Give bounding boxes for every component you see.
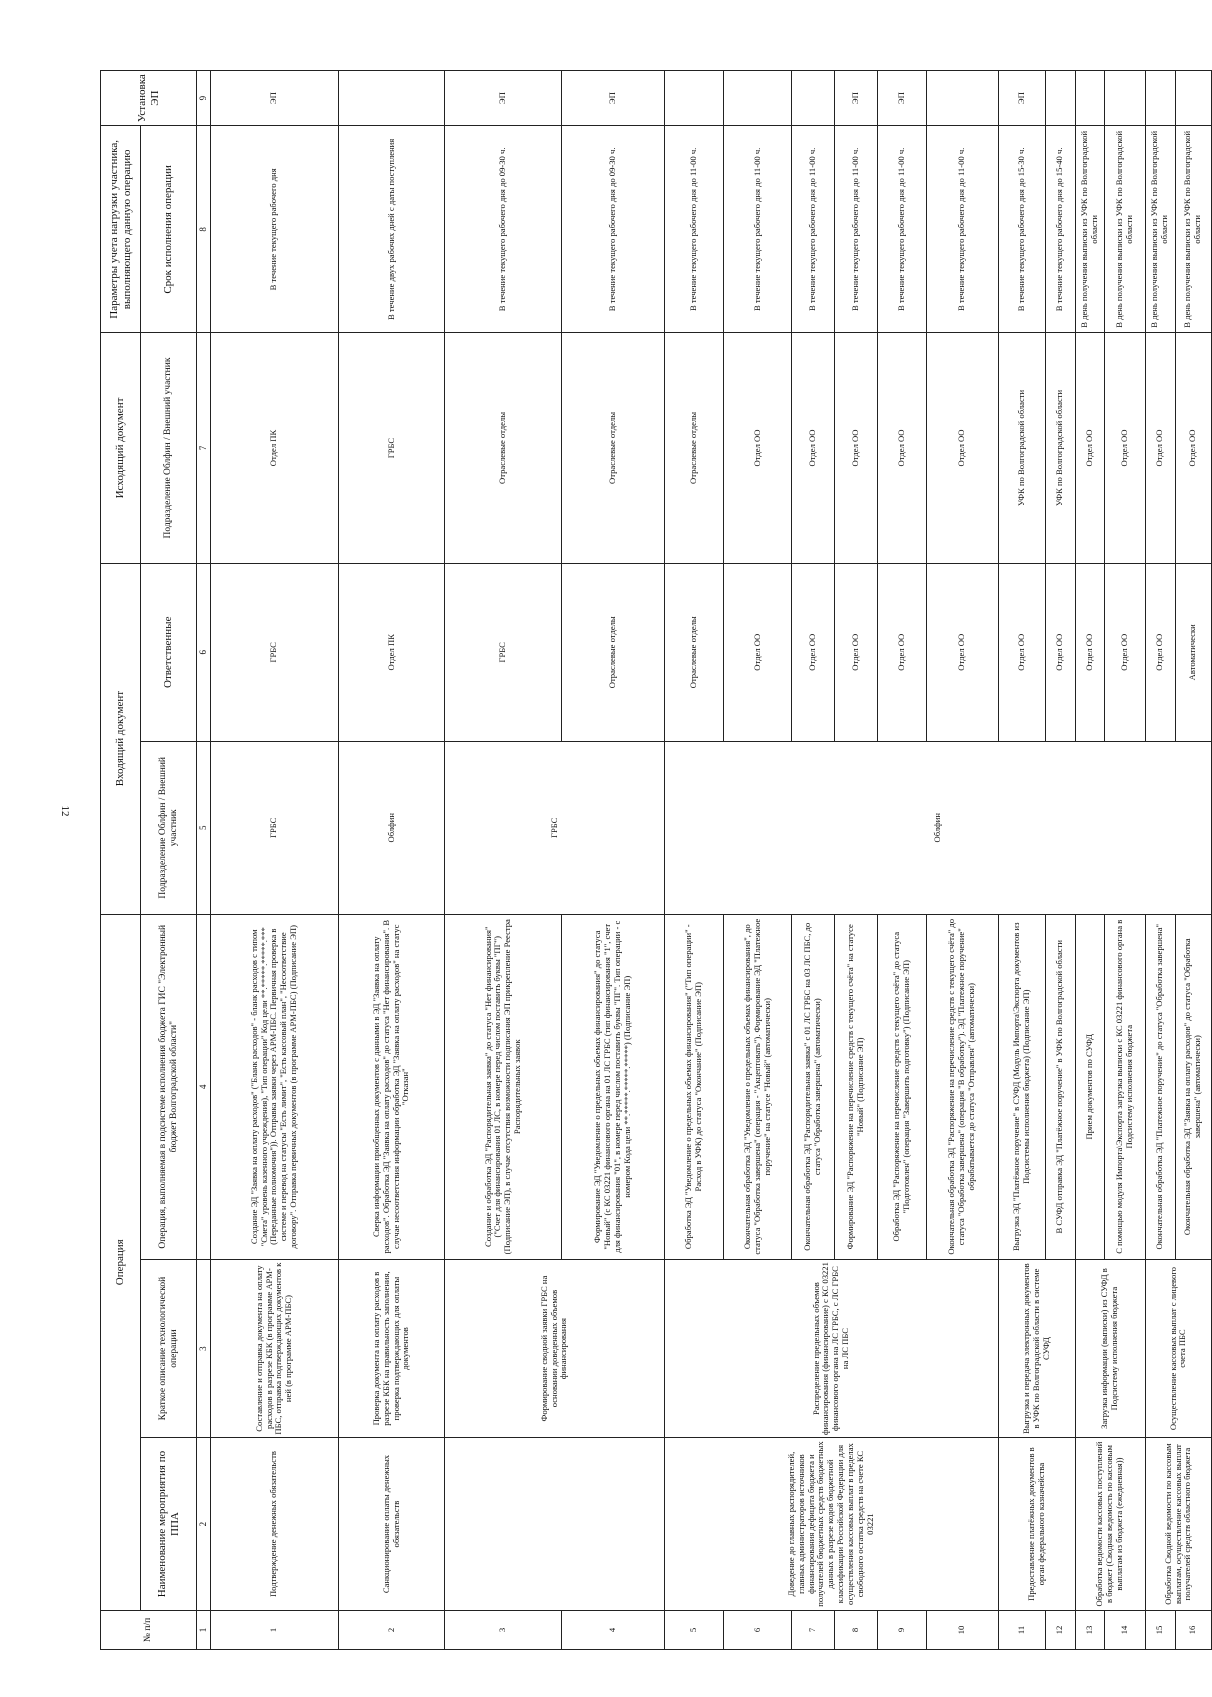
header-term: Срок исполнения операции <box>141 126 197 333</box>
responsible-cell: Отдел ПК <box>338 563 444 741</box>
page-number: 12 <box>59 805 71 817</box>
event-name-cell <box>445 1438 664 1611</box>
column-number: 2 <box>197 1438 211 1611</box>
column-number-row <box>197 71 211 1650</box>
event-name-cell: Обработка ведомости кассовых поступлений в бюджет (Сводная ведомость по кассовым выплатам из бюджета (ежедневная)) <box>1075 1438 1145 1611</box>
row-number: 13 <box>1075 1610 1105 1649</box>
signature-cell <box>724 71 792 126</box>
responsible-cell: Отдел ОО <box>792 563 835 741</box>
row-number: 6 <box>724 1610 792 1649</box>
row-number: 7 <box>792 1610 835 1649</box>
subsystem-operation-cell: Окончательная обработка ЭД "Распоряжение на перечисление средств с текущего счёта" до статуса "Обработка завершена" (операция "В обработку"). ЭД "Платежное поручение" обрабатывается до статуса "Отправлен" (автоматически) <box>926 914 998 1259</box>
input-unit-cell: ГРБС <box>211 741 339 914</box>
responsible-cell: Отдел ОО <box>998 563 1045 741</box>
responsible-cell: Отдел ОО <box>926 563 998 741</box>
output-unit-cell: Отдел ОО <box>1105 333 1145 563</box>
header-group-operation: Операция <box>101 914 141 1610</box>
responsible-cell: Отдел ОО <box>724 563 792 741</box>
output-unit-cell: Отдел ОО <box>834 333 877 563</box>
description-cell: Загрузка информации (выписки) из СУФД в Подсистему исполнения бюджета <box>1075 1259 1145 1437</box>
column-number: 9 <box>197 71 211 126</box>
operations-table <box>100 70 1212 1650</box>
signature-cell <box>664 71 724 126</box>
responsible-cell: Отдел ОО <box>834 563 877 741</box>
subsystem-operation-cell: Создание ЭД "Заявка на оплату расходов" ("Бланк расходов" - бланк расходов с типом "Смета" уровень казенного учреждения), "Тип операции" Код цели **.*****.*****.*** (Переданные полномочия")). Отправка заявки через АРМ-ПБС. Первичная проверка в системе и перевод на статусы "Есть лимит", "Есть кассовый план", "Несоответствие договору". Отправка первичных документов (в программе АРМ-ПБС) (Подписание ЭП) <box>211 914 339 1259</box>
signature-cell: ЭП <box>998 71 1045 126</box>
term-cell: В течение текущего рабочего дня до 15-30 ч. <box>998 126 1045 333</box>
signature-cell <box>1075 71 1105 126</box>
output-unit-cell: Отдел ОО <box>792 333 835 563</box>
signature-cell: ЭП <box>211 71 339 126</box>
table-row <box>338 71 444 1650</box>
signature-cell <box>1175 71 1211 126</box>
signature-cell: ЭП <box>562 71 664 126</box>
table-row <box>445 71 562 1650</box>
term-cell: В течение текущего рабочего дня до 09-30 ч. <box>445 126 562 333</box>
output-unit-cell: Отдел ПК <box>211 333 339 563</box>
subsystem-operation-cell: Окончательная обработка ЭД "Заявка на оплату расходов" до статуса "Обработка завершена" (автоматически) <box>1175 914 1211 1259</box>
subsystem-operation-cell: Обработка ЭД "Уведомление о предельных объемах финансирования" ("Тип операции" - Расход в УФК) до статуса "Окончание" (Подписание ЭП) <box>664 914 724 1259</box>
output-unit-cell: Отдел ОО <box>877 333 926 563</box>
signature-cell <box>926 71 998 126</box>
subsystem-operation-cell: Сверка информации приобщенных документов с данными в ЭД "Заявка на оплату расходов". Обработка ЭД "Заявка на оплату расходов" до статуса "Нет финансирования". В случае несоответствия информации обработка ЭД "Заявка на оплату расходов" на статус "Отказан" <box>338 914 444 1259</box>
event-name-cell: Доведение до главных распорядителей, главных администраторов источников финансирования дефицита бюджета и получателей бюджетных средств бюджетных данных в разрезе кодов бюджетной классификации Российской Федерации для осуществления кассовых выплат в пределах свободного остатка средств на счете КС 03221 <box>664 1438 998 1611</box>
column-number: 6 <box>197 563 211 741</box>
term-cell: В день получения выписки из УФК по Волгоградской области <box>1105 126 1145 333</box>
term-cell: В течение текущего рабочего дня до 09-30 ч. <box>562 126 664 333</box>
output-unit-cell: Отдел ОО <box>1145 333 1175 563</box>
signature-cell: ЭП <box>834 71 877 126</box>
output-unit-cell: Отдел ОО <box>1175 333 1211 563</box>
row-number: 3 <box>445 1610 562 1649</box>
responsible-cell: Отраслевые отделы <box>562 563 664 741</box>
subsystem-operation-cell: Окончательная обработка ЭД "Распорядительная заявка" с 01 ЛС ГРБС на 03 ЛС ПБС, до статуса "Обработка завершена" (автоматически) <box>792 914 835 1259</box>
responsible-cell: ГРБС <box>445 563 562 741</box>
event-name-cell: Санкционирование оплаты денежных обязательств <box>338 1438 444 1611</box>
row-number: 16 <box>1175 1610 1211 1649</box>
responsible-cell: Отдел ОО <box>1145 563 1175 741</box>
subsystem-operation-cell: Создание и обработка ЭД "Распорядительная заявка" до статуса "Нет финансирования" ("Счет для финансирования 01 ЛС, в номере перед числом поставить буквы "ПГ") (Подписание ЭП), в случае отсутствия возможности подписания ЭП прикрепление Реестра Распорядительных заявок <box>445 914 562 1259</box>
subsystem-operation-cell: Прием документов по СУФД <box>1075 914 1105 1259</box>
header-output-unit: Подразделение Облфин / Внешний участник <box>141 333 197 563</box>
table-row <box>664 71 724 1650</box>
term-cell: В день получения выписки из УФК по Волгоградской области <box>1175 126 1211 333</box>
input-unit-cell: Облфин <box>664 741 1211 914</box>
signature-cell <box>338 71 444 126</box>
output-unit-cell: УФК по Волгоградской области <box>1045 333 1075 563</box>
description-cell: Проверка документа на оплату расходов в разрезе КБК на правильность заполнения, проверка подтверждающих для оплаты документов <box>338 1259 444 1437</box>
header-input-unit: Подразделение Облфин / Внешний участник <box>141 741 197 914</box>
subsystem-operation-cell: Формирование ЭД "Уведомление о предельных объемах финансирования" до статуса "Новый" (с КС 03221 финансового органа на 01 ЛС ГРБС (тип финансирования "1", счет для финансирования "01", в номере перед числом поставить буквы "ПГ". Тип операции - с номером Кода цели **.*****.*****.*****) (Подписание ЭП) <box>562 914 664 1259</box>
column-number: 5 <box>197 741 211 914</box>
column-number: 4 <box>197 914 211 1259</box>
column-number: 8 <box>197 126 211 333</box>
term-cell: В течение текущего рабочего дня до 11-00 ч. <box>926 126 998 333</box>
header-signature: Установка ЭП <box>101 71 197 126</box>
row-number: 12 <box>1045 1610 1075 1649</box>
term-cell: В день получения выписки из УФК по Волгоградской области <box>1075 126 1105 333</box>
description-cell: Осуществление кассовых выплат с лицевого счета ПБС <box>1145 1259 1211 1437</box>
table-host <box>100 70 1212 1650</box>
description-cell: Составление и отправка документа на оплату расходов в разрезе КБК (в программе АРМ-ПБС, отправка подтверждающих документов к ней (в программе АРМ-ПБС) <box>211 1259 339 1437</box>
rotated-table-wrapper <box>100 70 1212 1643</box>
output-unit-cell: УФК по Волгоградской области <box>998 333 1045 563</box>
term-cell: В течение текущего рабочего дня до 11-00 ч. <box>792 126 835 333</box>
responsible-cell: Отраслевые отделы <box>664 563 724 741</box>
signature-cell: ЭП <box>445 71 562 126</box>
signature-cell <box>1145 71 1175 126</box>
row-number: 1 <box>211 1610 339 1649</box>
output-unit-cell: Отраслевые отделы <box>562 333 664 563</box>
input-unit-cell: Облфин <box>338 741 444 914</box>
row-number: 5 <box>664 1610 724 1649</box>
responsible-cell: Отдел ОО <box>1045 563 1075 741</box>
column-number: 7 <box>197 333 211 563</box>
output-unit-cell: Отдел ОО <box>926 333 998 563</box>
row-number: 10 <box>926 1610 998 1649</box>
signature-cell <box>1045 71 1075 126</box>
term-cell: В течение текущего рабочего дня до 11-00 ч. <box>877 126 926 333</box>
event-name-cell: Подтверждение денежных обязательств <box>211 1438 339 1611</box>
input-unit-cell: ГРБС <box>445 741 664 914</box>
header-group-params: Параметры учета нагрузки участника, выполняющего данную операцию <box>101 126 141 333</box>
column-number: 3 <box>197 1259 211 1437</box>
table-row <box>211 71 339 1650</box>
row-number: 14 <box>1105 1610 1145 1649</box>
header-number: № п/п <box>101 1610 197 1649</box>
term-cell: В течение текущего рабочего дня до 11-00 ч. <box>664 126 724 333</box>
description-cell: Формирование сводной заявки ГРБС на основании доведенных объемов финансирования <box>445 1259 664 1437</box>
event-name-cell: Обработка Сводной ведомости по кассовым выплатам, осуществление кассовых выплат получателей средств областного бюджета <box>1145 1438 1211 1611</box>
column-number: 1 <box>197 1610 211 1649</box>
term-cell: В течение текущего рабочего дня до 15-40 ч. <box>1045 126 1075 333</box>
signature-cell <box>1105 71 1145 126</box>
signature-cell: ЭП <box>877 71 926 126</box>
responsible-cell: Автоматически <box>1175 563 1211 741</box>
row-number: 11 <box>998 1610 1045 1649</box>
term-cell: В течение текущего рабочего дня до 11-00 ч. <box>834 126 877 333</box>
responsible-cell: Отдел ОО <box>1075 563 1105 741</box>
header-subsystem-operation: Операция, выполняемая в подсистеме исполнения бюджета ГИС "Электронный бюджет Волгоградской области" <box>141 914 197 1259</box>
responsible-cell: ГРБС <box>211 563 339 741</box>
subsystem-operation-cell: Окончательная обработка ЭД "Платежное поручение" до статуса "Обработка завершена" <box>1145 914 1175 1259</box>
subsystem-operation-cell: Окончательная обработка ЭД "Уведомление о предельных объемах финансирования", до статуса "Обработка завершена" (операция - "Акцептовать"). Формирование ЭД "Платежное поручение" на статусе "Новый" (автоматически) <box>724 914 792 1259</box>
term-cell: В день получения выписки из УФК по Волгоградской области <box>1145 126 1175 333</box>
output-unit-cell: Отраслевые отделы <box>445 333 562 563</box>
output-unit-cell: Отдел ОО <box>724 333 792 563</box>
header-group-input: Входящий документ <box>101 563 141 914</box>
subsystem-operation-cell: Выгрузка ЭД "Платёжное поручение" в СУФД (Модуль Импорта\Экспорта документов из Подсистемы исполнения бюджета) (Подписание ЭП) <box>998 914 1045 1259</box>
term-cell: В течение текущего рабочего дня <box>211 126 339 333</box>
term-cell: В течение двух рабочих дней с даты поступления <box>338 126 444 333</box>
row-number: 15 <box>1145 1610 1175 1649</box>
row-number: 9 <box>877 1610 926 1649</box>
output-unit-cell: Отдел ОО <box>1075 333 1105 563</box>
row-number: 8 <box>834 1610 877 1649</box>
event-name-cell: Предоставление платёжных документов в орган федерального казначейства <box>998 1438 1075 1611</box>
description-cell: Распределение предельных объемов финансирования (финансирование) с КС 03221 финансового органа на ЛС ГРБС, с ЛС ГРБС на ЛС ПБС <box>664 1259 998 1437</box>
header-event-name: Наименование мероприятия по ППА <box>141 1438 197 1611</box>
header-responsible: Ответственные <box>141 563 197 741</box>
table-body <box>211 71 1212 1650</box>
responsible-cell: Отдел ОО <box>877 563 926 741</box>
subsystem-operation-cell: С помощью модуля Импорта\Экспорта загрузка выписки с КС 03221 финансового органа в Подсистему исполнения бюджета <box>1105 914 1145 1259</box>
responsible-cell: Отдел ОО <box>1105 563 1145 741</box>
signature-cell <box>792 71 835 126</box>
output-unit-cell: Отраслевые отделы <box>664 333 724 563</box>
output-unit-cell: ГРБС <box>338 333 444 563</box>
subsystem-operation-cell: Формирование ЭД "Распоряжение на перечисление средств с текущего счёта" на статусе "Новый" (Подписание ЭП) <box>834 914 877 1259</box>
subsystem-operation-cell: Обработка ЭД "Распоряжение на перечисление средств с текущего счёта" до статуса "Подготовлен" (операция "Завершить подготовку") (Подписание ЭП) <box>877 914 926 1259</box>
header-group-output: Исходящий документ <box>101 333 141 563</box>
header-description: Краткое описание технологической операции <box>141 1259 197 1437</box>
term-cell: В течение текущего рабочего дня до 11-00 ч. <box>724 126 792 333</box>
description-cell: Выгрузка и передача электронных документов в УФК по Волгоградской области в системе СУФД <box>998 1259 1075 1437</box>
row-number: 2 <box>338 1610 444 1649</box>
subsystem-operation-cell: В СУФД отправка ЭД "Платёжное поручение" в УФК по Волгоградской области <box>1045 914 1075 1259</box>
row-number: 4 <box>562 1610 664 1649</box>
